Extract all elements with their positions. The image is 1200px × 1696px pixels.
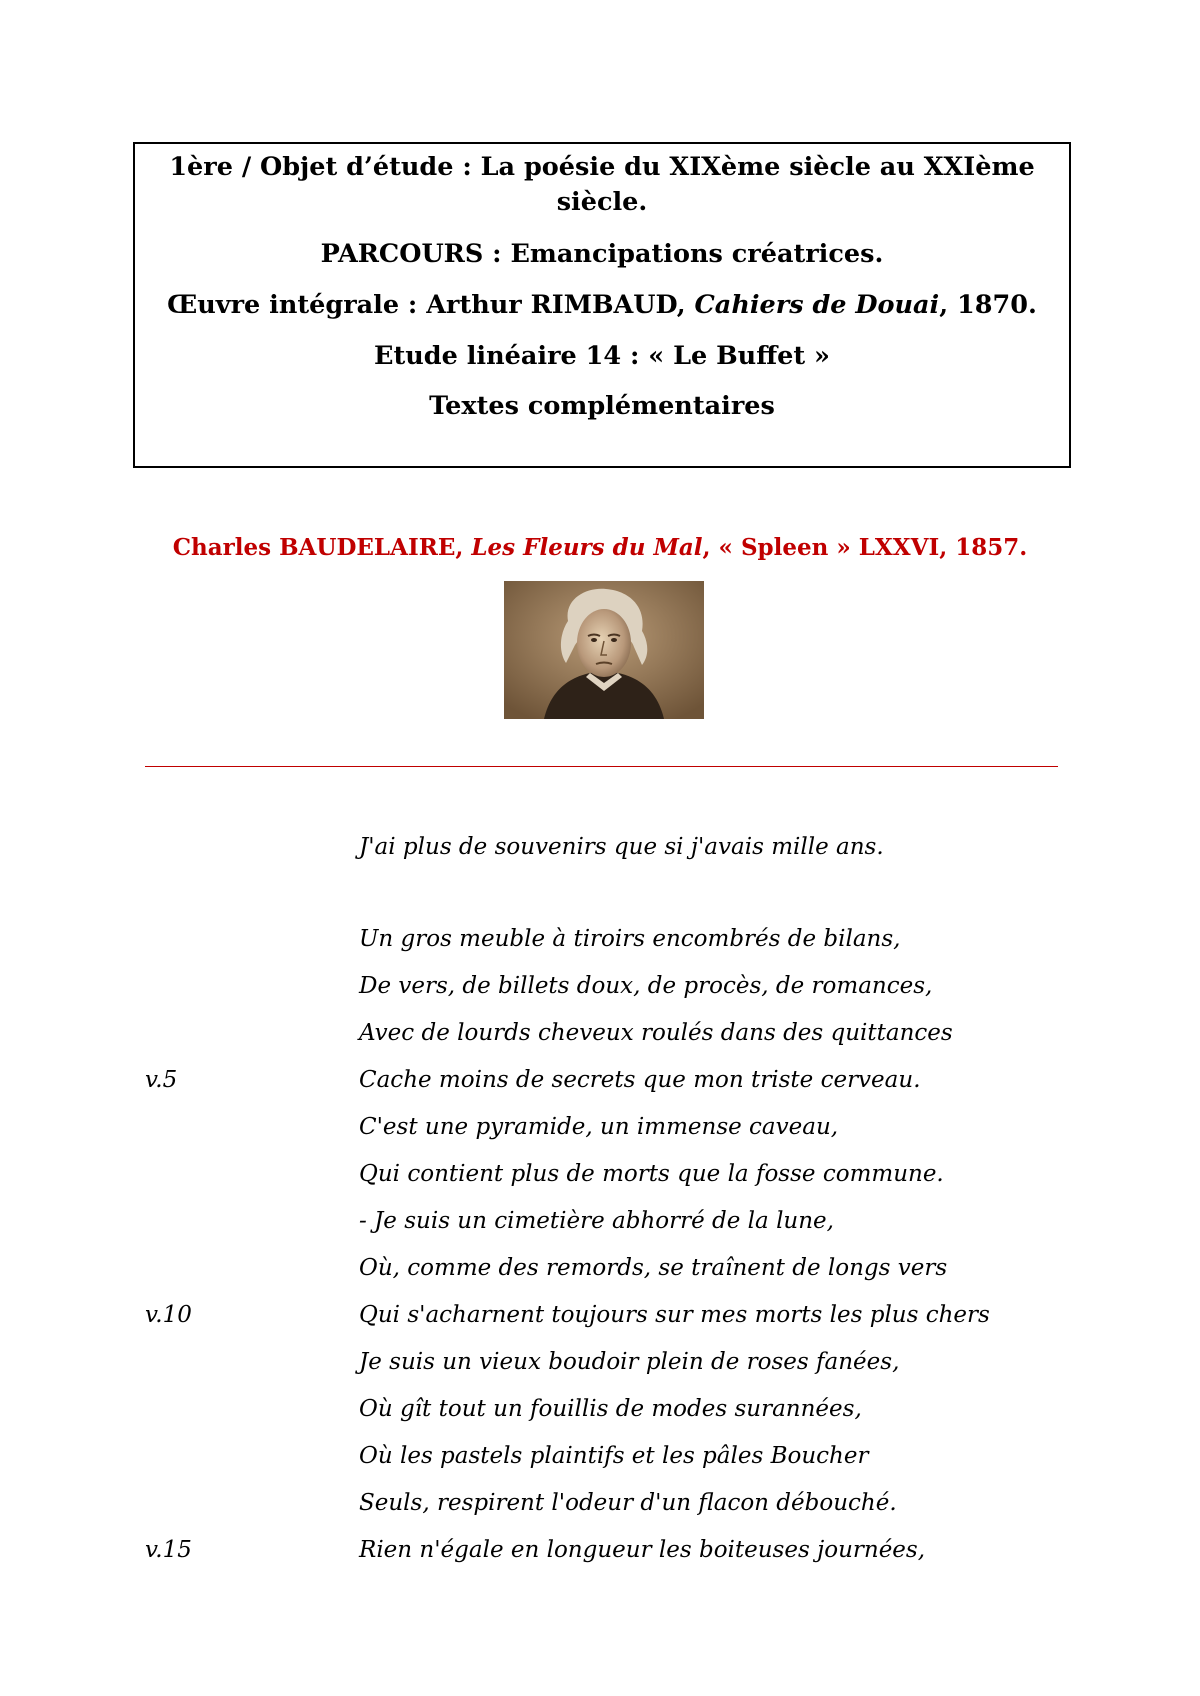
header-work-prefix: Œuvre intégrale : Arthur RIMBAUD, bbox=[167, 290, 695, 320]
source-collection: Les Fleurs du Mal bbox=[471, 534, 703, 561]
header-complementary-texts: Textes complémentaires bbox=[429, 391, 775, 421]
source-author: Charles BAUDELAIRE, bbox=[172, 534, 472, 561]
poem-line-15: Rien n'égale en longueur les boiteuses journées, bbox=[359, 1537, 926, 1563]
poem-line-14: Seuls, respirent l'odeur d'un flacon débouché. bbox=[359, 1490, 897, 1516]
poem-line-8: - Je suis un cimetière abhorré de la lune, bbox=[359, 1208, 834, 1234]
poem-line-3: De vers, de billets doux, de procès, de romances, bbox=[359, 973, 933, 999]
header-linear-study: Etude linéaire 14 : « Le Buffet » bbox=[374, 341, 830, 371]
header-work-suffix: , 1870. bbox=[939, 290, 1037, 320]
portrait-illustration bbox=[504, 581, 704, 719]
source-suffix: , « Spleen » LXXVI, 1857. bbox=[702, 534, 1028, 561]
poem-line-2: Un gros meuble à tiroirs encombrés de bilans, bbox=[359, 926, 901, 952]
poem-line-12: Où gît tout un fouillis de modes surannées, bbox=[359, 1396, 862, 1422]
verse-number-5: v.5 bbox=[145, 1067, 178, 1093]
header-work-title: Cahiers de Douai bbox=[694, 290, 940, 320]
poem-line-7: Qui contient plus de morts que la fosse commune. bbox=[359, 1161, 944, 1187]
header-work bbox=[135, 288, 1069, 323]
verse-number-15: v.15 bbox=[145, 1537, 192, 1563]
poem-line-11: Je suis un vieux boudoir plein de roses fanées, bbox=[359, 1349, 900, 1375]
poem-line-6: C'est une pyramide, un immense caveau, bbox=[359, 1114, 839, 1140]
poem-line-5: Cache moins de secrets que mon triste cerveau. bbox=[359, 1067, 921, 1093]
section-divider bbox=[145, 766, 1058, 767]
poem-line-9: Où, comme des remords, se traînent de longs vers bbox=[359, 1255, 948, 1281]
author-portrait bbox=[504, 581, 704, 719]
header-box bbox=[133, 142, 1071, 468]
poem-line-13: Où les pastels plaintifs et les pâles Boucher bbox=[359, 1443, 869, 1469]
source-reference bbox=[0, 531, 1200, 565]
header-study-object: 1ère / Objet d’étude : La poésie du XIXème siècle au XXIème siècle. bbox=[169, 152, 1035, 217]
header-parcours: PARCOURS : Emancipations créatrices. bbox=[320, 239, 884, 269]
poem-line-4: Avec de lourds cheveux roulés dans des quittances bbox=[359, 1020, 953, 1046]
poem-line-1: J'ai plus de souvenirs que si j'avais mille ans. bbox=[359, 834, 884, 860]
verse-number-10: v.10 bbox=[145, 1302, 192, 1328]
poem-line-10: Qui s'acharnent toujours sur mes morts les plus chers bbox=[359, 1302, 990, 1328]
